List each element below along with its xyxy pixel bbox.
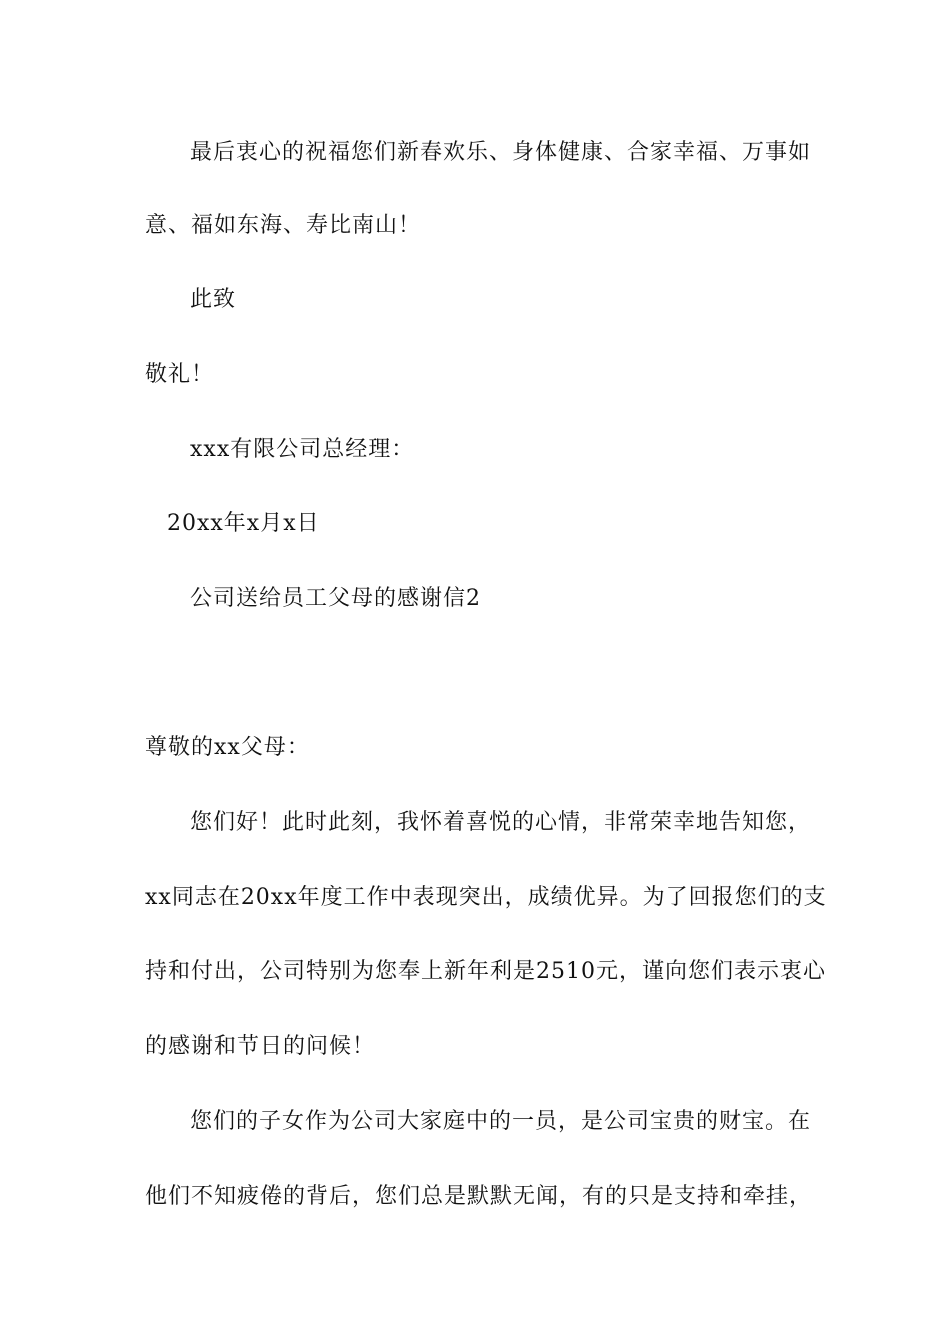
salutation-ci-zhi: 此致 — [190, 287, 237, 312]
signature-name: xxx有限公司总经理： — [190, 437, 415, 462]
signature-date: 20xx年x月x日 — [167, 511, 320, 536]
salutation-jing-li: 敬礼！ — [145, 362, 215, 387]
greeting: 尊敬的xx父母： — [145, 735, 310, 760]
closing-wish-line-1: 最后衷心的祝福您们新春欢乐、身体健康、合家幸福、万事如 — [190, 140, 812, 165]
paragraph-1-line-4: 的感谢和节日的问候！ — [145, 1034, 376, 1059]
paragraph-1-line-2: xx同志在20xx年度工作中表现突出，成绩优异。为了回报您们的支 — [145, 885, 827, 910]
paragraph-1-line-3: 持和付出，公司特别为您奉上新年利是2510元，谨向您们表示衷心 — [145, 959, 826, 984]
paragraph-2-line-2: 他们不知疲倦的背后，您们总是默默无闻，有的只是支持和牵挂， — [145, 1184, 813, 1209]
paragraph-2-line-1: 您们的子女作为公司大家庭中的一员，是公司宝贵的财宝。在 — [190, 1109, 812, 1134]
closing-wish-line-2: 意、福如东海、寿比南山！ — [145, 213, 422, 238]
letter-2-title: 公司送给员工父母的感谢信2 — [190, 586, 481, 611]
paragraph-1-line-1: 您们好！此时此刻，我怀着喜悦的心情，非常荣幸地告知您， — [190, 810, 812, 835]
